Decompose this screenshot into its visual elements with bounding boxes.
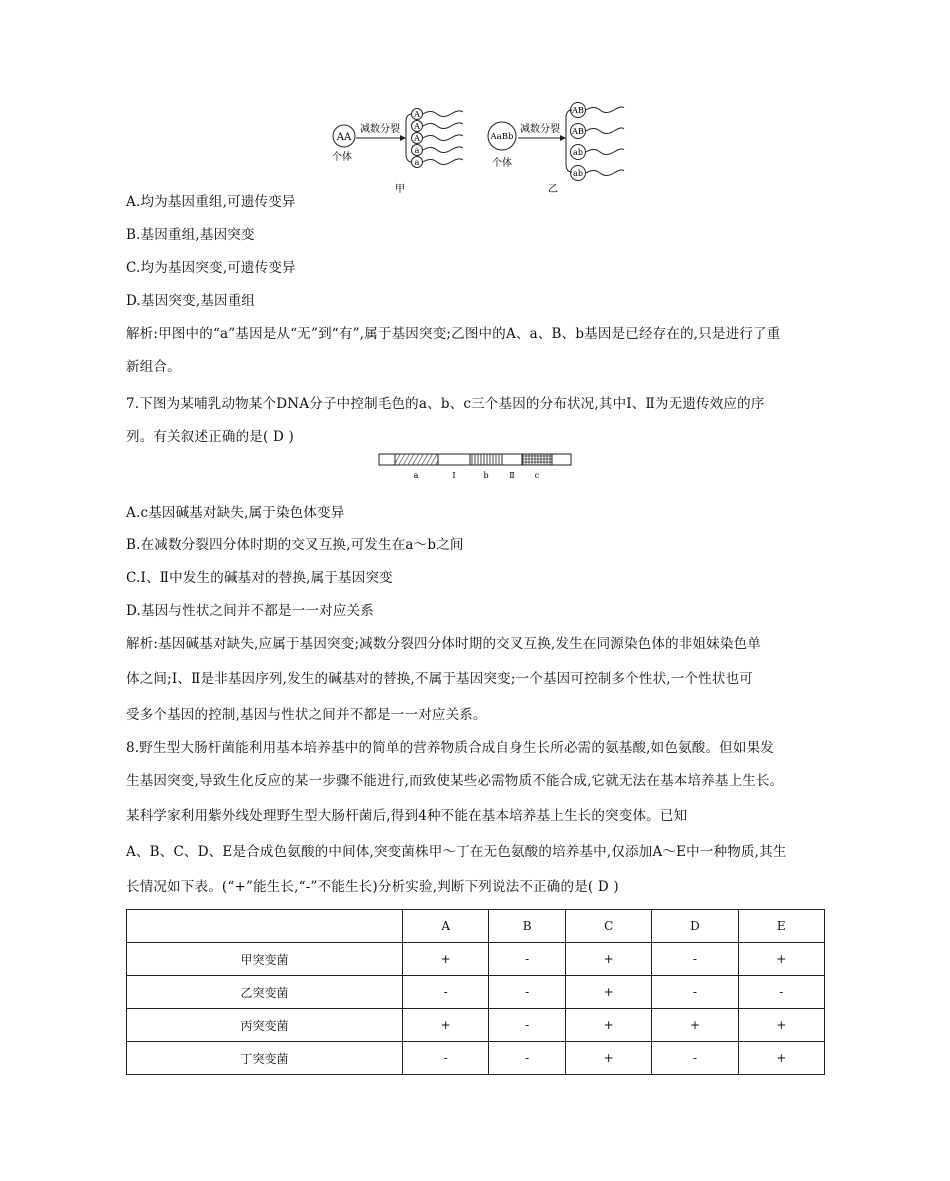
q6-analysis-2: 新组合。: [126, 359, 181, 375]
table-header-cell: C: [566, 910, 652, 943]
table-cell: -: [738, 976, 824, 1009]
table-cell: 丙突变菌: [127, 1009, 403, 1042]
table-cell: +: [566, 1042, 652, 1075]
q8-stem-4: A、B、C、D、E是合成色氨酸的中间体,突变菌株甲～丁在无色氨酸的培养基中,仅添加A～E中一种物质,其生: [126, 844, 787, 860]
table-cell: -: [489, 1042, 566, 1075]
dna-segment-diagram: [378, 452, 574, 482]
table-cell: -: [652, 976, 738, 1009]
q8-stem-5: 长情况如下表。(“+”能生长,“-”不能生长)分析实验,判断下列说法不正确的是( D ): [126, 879, 619, 895]
table-cell: +: [738, 1042, 824, 1075]
left-process-label: 减数分裂: [360, 124, 400, 135]
left-gamete-1: A: [414, 110, 420, 119]
q8-stem-3: 某科学家利用紫外线处理野生型大肠杆菌后,得到4种不能在基本培养基上生长的突变体。已知: [126, 808, 688, 824]
growth-result-table: [126, 909, 825, 1075]
table-cell: -: [652, 943, 738, 976]
right-cell-label: AaBb: [490, 132, 514, 142]
right-caption: 乙: [548, 184, 558, 195]
table-header-cell: D: [652, 910, 738, 943]
table-cell: 丁突变菌: [127, 1042, 403, 1075]
table-cell: +: [738, 1009, 824, 1042]
segment-label-a: a: [413, 471, 419, 480]
figure-left: [332, 109, 463, 196]
q7-analysis-3: 受多个基因的控制,基因与性状之间并不都是一一对应关系。: [126, 707, 487, 723]
table-cell: +: [566, 943, 652, 976]
right-gamete-2: AB: [572, 127, 584, 136]
table-header-cell: B: [489, 910, 566, 943]
table-row: [127, 1009, 825, 1042]
right-gamete-4: ab: [573, 169, 583, 178]
gene-c-block: [522, 454, 552, 465]
table-header-cell: A: [403, 910, 489, 943]
meiosis-figure: [320, 96, 630, 196]
left-gamete-4: a: [414, 146, 420, 155]
table-cell: 乙突变菌: [127, 976, 403, 1009]
q7-option-d: D.基因与性状之间并不都是一一对应关系: [126, 603, 374, 619]
right-process-label: 减数分裂: [520, 124, 560, 135]
table-cell: +: [738, 943, 824, 976]
q6-option-a: A.均为基因重组,可遗传变异: [126, 194, 296, 210]
gene-b-block: [470, 454, 502, 465]
right-gamete-1: AB: [572, 106, 584, 115]
table-cell: +: [652, 1009, 738, 1042]
table-cell: -: [652, 1042, 738, 1075]
q7-option-a: A.c基因碱基对缺失,属于染色体变异: [126, 505, 345, 521]
figure-right: [488, 103, 624, 196]
q7-option-c: C.Ⅰ、Ⅱ中发生的碱基对的替换,属于基因突变: [126, 570, 393, 586]
q7-stem-2: 列。有关叙述正确的是( D ): [126, 429, 294, 445]
table-header-cell: E: [738, 910, 824, 943]
table-row: [127, 943, 825, 976]
table-cell: -: [489, 1009, 566, 1042]
left-cell-label: AA: [336, 132, 352, 143]
table-cell: 甲突变菌: [127, 943, 403, 976]
q6-option-d: D.基因突变,基因重组: [126, 293, 256, 309]
q7-analysis-2: 体之间;Ⅰ、Ⅱ是非基因序列,发生的碱基对的替换,不属于基因突变;一个基因可控制多个性状,一个性状也可: [126, 671, 753, 687]
table-header-cell: [127, 910, 403, 943]
table-row: [127, 1042, 825, 1075]
left-individual-label: 个体: [332, 152, 352, 163]
segment-label-b: b: [483, 471, 489, 480]
q8-stem-1: 8.野生型大肠杆菌能利用基本培养基中的简单的营养物质合成自身生长所必需的氨基酸,如色氨酸。但如果发: [126, 740, 774, 756]
table-cell: +: [403, 943, 489, 976]
table-cell: -: [403, 1042, 489, 1075]
table-cell: -: [489, 943, 566, 976]
table-cell: -: [403, 976, 489, 1009]
left-gamete-2: A: [414, 122, 420, 131]
left-caption: 甲: [395, 184, 405, 195]
table-cell: +: [403, 1009, 489, 1042]
left-gamete-5: a: [414, 158, 420, 167]
table-cell: -: [489, 976, 566, 1009]
segment-label-c: c: [534, 471, 540, 480]
q6-analysis-1: 解析:甲图中的“a”基因是从“无”到“有”,属于基因突变;乙图中的A、a、B、b基因是已经存在的,只是进行了重: [126, 326, 781, 342]
q6-option-b: B.基因重组,基因突变: [126, 227, 255, 243]
q7-analysis-1: 解析:基因碱基对缺失,应属于基因突变;减数分裂四分体时期的交叉互换,发生在同源染色体的非姐妹染色单: [126, 636, 761, 652]
left-gamete-3: A: [414, 134, 420, 143]
gene-a-block: [395, 454, 438, 465]
q7-stem-1: 7.下图为某哺乳动物某个DNA分子中控制毛色的a、b、c三个基因的分布状况,其中Ⅰ、Ⅱ为无遗传效应的序: [126, 396, 765, 412]
segment-label-i: Ⅰ: [452, 471, 456, 480]
table-cell: +: [566, 976, 652, 1009]
q8-stem-2: 生基因突变,导致生化反应的某一步骤不能进行,而致使某些必需物质不能合成,它就无法在基本培养基上生长。: [126, 773, 784, 789]
table-cell: +: [566, 1009, 652, 1042]
table-header-row: [127, 910, 825, 943]
right-individual-label: 个体: [492, 158, 512, 169]
table-row: [127, 976, 825, 1009]
q6-option-c: C.均为基因突变,可遗传变异: [126, 260, 296, 276]
segment-label-ii: Ⅱ: [509, 471, 515, 480]
q7-option-b: B.在减数分裂四分体时期的交叉互换,可发生在a～b之间: [126, 537, 464, 553]
right-gamete-3: ab: [573, 148, 583, 157]
